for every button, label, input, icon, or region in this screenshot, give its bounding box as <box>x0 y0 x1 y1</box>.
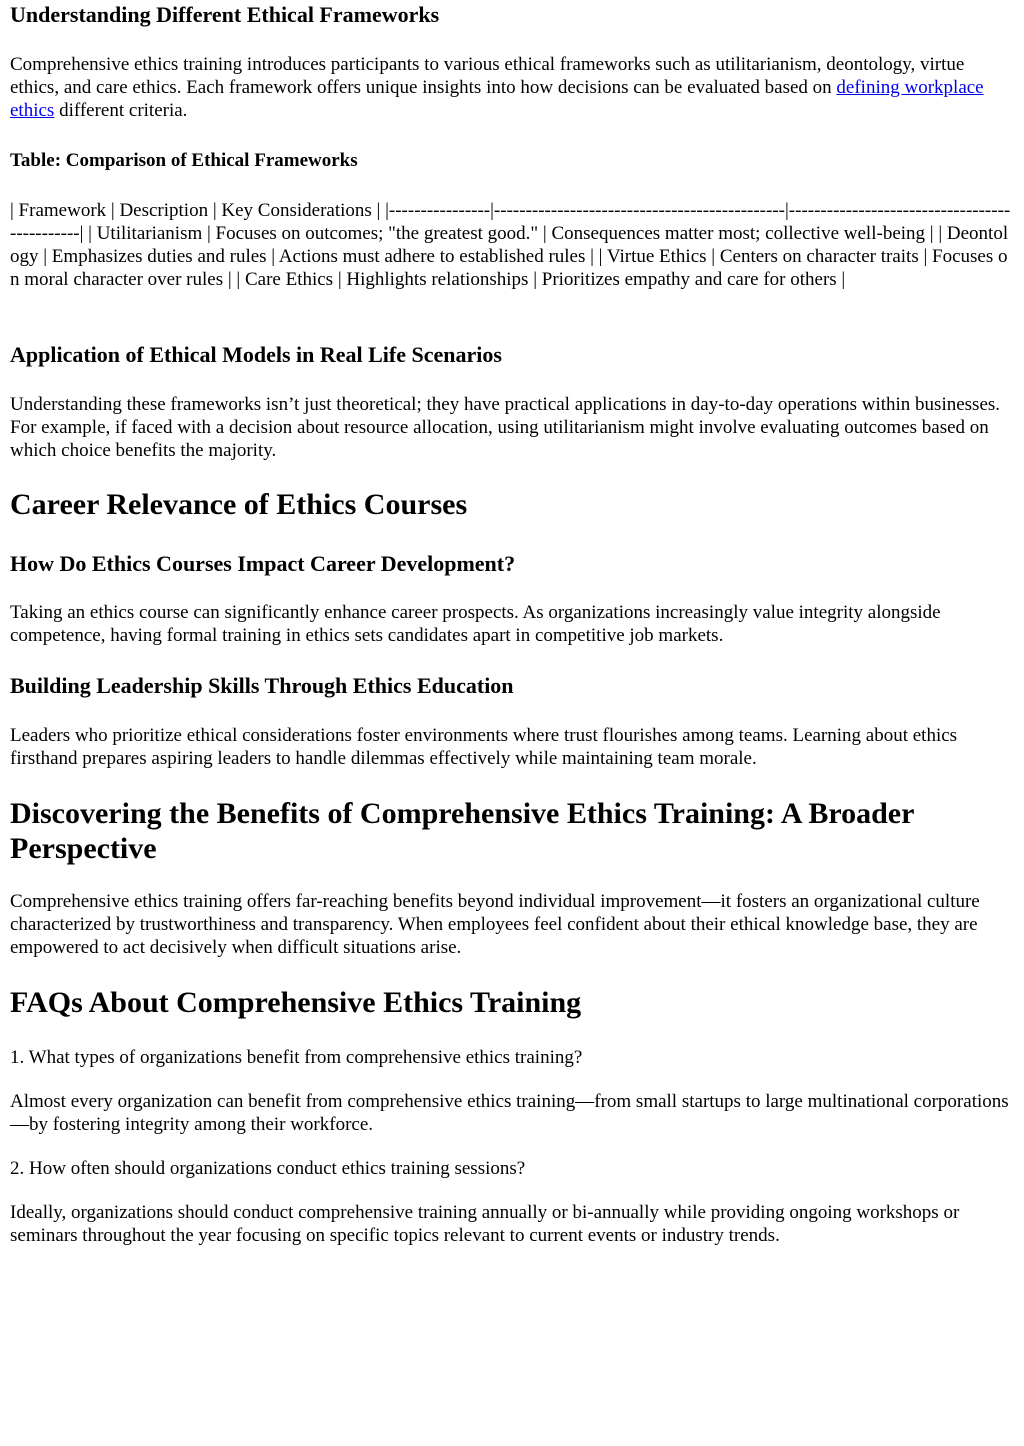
benefits-paragraph: Comprehensive ethics training offers far-reaching benefits beyond individual improvement—it fosters an organizational culture characterized by trustworthiness and transparency. When employees feel confident about their ethical knowledge base, they are empowered to act decisively when difficult situations arise. <box>10 891 980 958</box>
impact-heading: How Do Ethics Courses Impact Career Development? <box>10 551 516 576</box>
faq-answer-2: Ideally, organizations should conduct comprehensive training annually or bi-annually while providing ongoing workshops or seminars throughout the year focusing on specific topics relevant to current events or industry trends. <box>10 1202 960 1246</box>
application-heading: Application of Ethical Models in Real Life Scenarios <box>10 342 502 367</box>
defining-workplace-ethics-link[interactable]: defining workplace ethics <box>10 77 984 121</box>
frameworks-text-before-link: Comprehensive ethics training introduces participants to various ethical frameworks such as utilitarianism, deontology, virtue ethics, and care ethics. Each framework offers unique insights into how decisions can be evaluated based on <box>10 54 965 98</box>
faq-question-1: 1. What types of organizations benefit from comprehensive ethics training? <box>10 1047 583 1068</box>
impact-paragraph: Taking an ethics course can significantly enhance career prospects. As organizations increasingly value integrity alongside competence, having formal training in ethics sets candidates apart in competitive job markets. <box>10 602 941 646</box>
frameworks-paragraph <box>10 53 1014 122</box>
table-text: | Framework | Description | Key Considerations | |----------------|----------------------------------------------|----------------------------------------------| | Utilitarianism | Focuses on outcomes; "the greatest good." | Consequences matter most; collective well-being | | Deontology | Emphasizes duties and rules | Actions must adhere to established rules | | Virtue Ethics | Centers on character traits | Focuses on moral character over rules | | Care Ethics | Highlights relationships | Prioritizes empathy and care for others | <box>10 200 1011 290</box>
application-paragraph: Understanding these frameworks isn’t just theoretical; they have practical applications in day-to-day operations within businesses. For example, if faced with a decision about resource allocation, using utilitarianism might involve evaluating outcomes based on which choice benefits the majority. <box>10 394 1001 461</box>
table-heading: Table: Comparison of Ethical Frameworks <box>10 150 358 171</box>
frameworks-text-after-link: different criteria. <box>54 100 188 121</box>
faq-answer-1: Almost every organization can benefit from comprehensive ethics training—from small startups to large multinational corporations—by fostering integrity among their workforce. <box>10 1091 1009 1135</box>
faq-heading: FAQs About Comprehensive Ethics Training <box>10 986 582 1019</box>
leadership-heading: Building Leadership Skills Through Ethics Education <box>10 673 514 698</box>
faq-question-2: 2. How often should organizations conduct ethics training sessions? <box>10 1158 526 1179</box>
leadership-paragraph: Leaders who prioritize ethical considerations foster environments where trust flourishes among teams. Learning about ethics firsthand prepares aspiring leaders to handle dilemmas effectively while maintaining team morale. <box>10 725 958 769</box>
benefits-heading: Discovering the Benefits of Comprehensive Ethics Training: A Broader Perspective <box>10 797 914 865</box>
career-heading: Career Relevance of Ethics Courses <box>10 488 468 521</box>
frameworks-heading: Understanding Different Ethical Frameworks <box>10 2 440 27</box>
